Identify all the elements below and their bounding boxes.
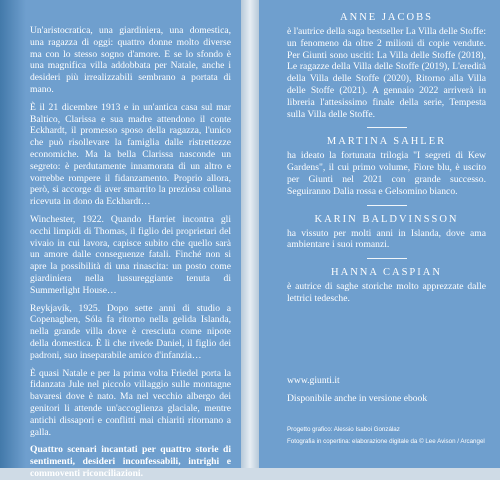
fold-shadow xyxy=(0,0,26,468)
author-bio: è l'autrice della saga bestseller La Villa delle Stoffe: un fenomeno da oltre 2 milioni di copie vendute. Per Giunti sono usciti: La Villa delle Stoffe (2018), Le ragazze della Villa delle Stoffe (2019), L'eredità della Villa delle Stoffe (2020), Ritorno alla Villa delle Stoffe (2021). A gennaio 2022 arriverà in libreria l'attesissimo finale della serie, Tempesta sulla Villa delle Stoffe. xyxy=(287,26,486,120)
divider-line xyxy=(367,258,407,259)
credit-line: Fotografia in copertina: elaborazione digitale da © Lee Avison / Arcangel xyxy=(287,437,485,445)
divider-line xyxy=(367,127,407,128)
design-credits xyxy=(287,426,486,449)
synopsis-paragraph: Reykjavík, 1925. Dopo sette anni di studio a Copenaghen, Sóla fa ritorno nella gelida Islanda, nella grande villa dove è cresciuta come nipote della domestica. È lì che rivede Daniel, il figlio dei padroni, suo inseparabile amico d'infanzia… xyxy=(30,302,231,361)
author-name: MARTINA SAHLER xyxy=(326,136,447,148)
synopsis-paragraph: Un'aristocratica, una giardiniera, una domestica, una ragazza di oggi: quattro donne molto diverse ma con lo stesso sogno d'amore. E se lo sfondo è una magnifica villa addobbata per Natale, anche i desideri più irrealizzabili sembrano a portata di mano. xyxy=(30,25,231,95)
author-block xyxy=(287,214,486,252)
author-name: HANNA CASPIAN xyxy=(331,267,442,279)
synopsis-paragraph: Winchester, 1922. Quando Harriet incontra gli occhi limpidi di Thomas, il figlio dei proprietari del vivaio in cui lavora, capisce subito che quello sarà un amore dalle conseguenze fatali. Finché non si apre la possibilità di una rinascita: un posto come giardiniera nella lussureggiante tenuta di Summerlight House… xyxy=(30,213,231,296)
publisher-footer xyxy=(287,375,486,411)
author-block xyxy=(287,12,486,120)
author-bio: è autrice di saghe storiche molto apprezzate dalle lettrici tedesche. xyxy=(287,281,486,304)
synopsis-closing: Quattro scenari incantati per quattro storie di sentimenti, desideri inconfessabili, intrighi e commoventi riconciliazioni. xyxy=(30,444,231,479)
credit-line: Progetto grafico: Alessio Isaboi Gonzálaz xyxy=(287,426,400,433)
ebook-availability: Disponibile anche in versione ebook xyxy=(287,392,428,404)
author-block xyxy=(287,267,486,305)
synopsis-paragraph: È quasi Natale e per la prima volta Friedel porta la fidanzata Jule nel piccolo villaggio sulle montagne bavaresi dove è nato. Ma nel vecchio albergo dei genitori li attende un'accoglienza glaciale, mentre antichi dissapori e conflitti mai chiariti ritornano a galla. xyxy=(30,367,231,438)
author-name: KARIN BALDVINSSON xyxy=(314,213,459,225)
page-gutter xyxy=(241,0,259,468)
author-bio: ha ideato la fortunata trilogia "I segreti di Kew Gardens", il cui primo volume, Fiore blu, è uscito per Giunti nel 2021 con grande successo. Seguiranno Dalia rossa e Gelsomino bianco. xyxy=(287,150,486,197)
back-flap xyxy=(259,0,500,468)
front-flap xyxy=(0,0,241,479)
website-link[interactable]: www.giunti.it xyxy=(287,375,340,386)
synopsis-paragraph: È il 21 dicembre 1913 e in un'antica casa sul mar Baltico, Clarissa e sua madre attendono il conte Eckhardt, il promesso sposo della ragazza, l'unico che può risollevare la famiglia dalle ristrettezze economiche. Ma la bella Clarissa nasconde un segreto: è perdutamente innamorata di un altro e vorrebbe rompere il fidanzamento. Proprio allora, però, si accorge di aver smarrito la preziosa collana ricevuta in dono da Eckhardt… xyxy=(30,101,231,208)
author-bio: ha vissuto per molti anni in Islanda, dove ama ambientare i suoi romanzi. xyxy=(287,227,486,251)
author-name: ANNE JACOBS xyxy=(340,12,433,23)
author-block xyxy=(287,136,486,197)
divider-line xyxy=(367,205,407,206)
